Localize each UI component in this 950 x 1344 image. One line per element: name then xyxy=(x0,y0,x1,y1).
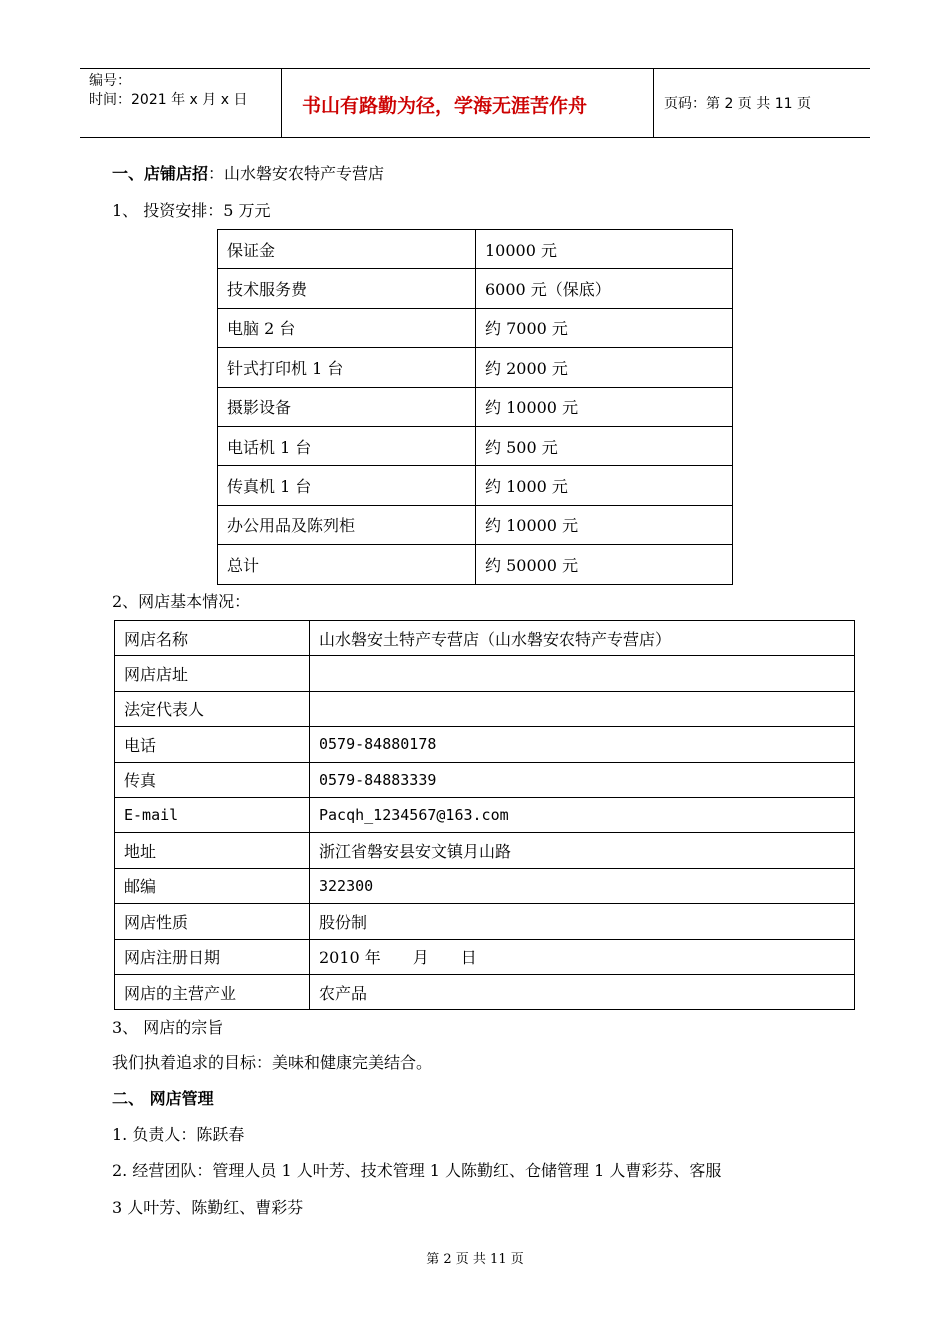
investment-item: 总计 xyxy=(218,545,476,584)
investment-row xyxy=(218,269,733,308)
investment-item: 保证金 xyxy=(218,230,476,269)
shop-info-row xyxy=(115,762,855,797)
header-page-info: 页码：第 2 页 共 11 页 xyxy=(664,96,811,112)
investment-heading: 1、 投资安排：5 万元 xyxy=(112,201,271,220)
investment-item: 针式打印机 1 台 xyxy=(218,348,476,387)
investment-amount: 约 500 元 xyxy=(476,426,733,465)
section1-title xyxy=(112,161,384,184)
purpose-text: 我们执着追求的目标：美味和健康完美结合。 xyxy=(112,1053,433,1072)
investment-amount: 约 10000 元 xyxy=(476,387,733,426)
investment-item: 摄影设备 xyxy=(218,387,476,426)
investment-row xyxy=(218,466,733,505)
section1-title-rest: ：山水磐安农特产专营店 xyxy=(208,164,385,183)
investment-row xyxy=(218,505,733,544)
investment-item: 技术服务费 xyxy=(218,269,476,308)
shop-info-row xyxy=(115,621,855,656)
shop-info-row xyxy=(115,904,855,939)
shop-info-label: 地址 xyxy=(115,833,310,868)
shop-info-value: 股份制 xyxy=(310,904,855,939)
team-line-2: 3 人叶芳、陈勤红、曹彩芬 xyxy=(112,1198,304,1217)
header-meta xyxy=(80,69,281,137)
page-footer: 第 2 页 共 11 页 xyxy=(426,1252,524,1267)
manager-line: 1. 负责人：陈跃春 xyxy=(112,1125,245,1144)
investment-amount: 约 7000 元 xyxy=(476,308,733,347)
investment-item: 办公用品及陈列柜 xyxy=(218,505,476,544)
investment-item: 电脑 2 台 xyxy=(218,308,476,347)
shop-info-row xyxy=(115,939,855,974)
shop-info-value: 农产品 xyxy=(310,974,855,1009)
section2-title: 二、 网店管理 xyxy=(112,1089,214,1108)
investment-amount: 约 50000 元 xyxy=(476,545,733,584)
shop-info-row xyxy=(115,727,855,762)
team-line-1: 2. 经营团队：管理人员 1 人叶芳、技术管理 1 人陈勤红、仓储管理 1 人曹彩芬、客服 xyxy=(112,1161,722,1180)
page-header xyxy=(80,68,870,138)
investment-amount: 约 1000 元 xyxy=(476,466,733,505)
investment-row xyxy=(218,387,733,426)
investment-amount: 6000 元（保底） xyxy=(476,269,733,308)
shop-info-value xyxy=(310,691,855,726)
investment-row xyxy=(218,308,733,347)
section1-title-bold: 一、店铺店招 xyxy=(112,164,209,183)
shop-info-heading: 2、网店基本情况： xyxy=(112,592,251,611)
shop-info-row xyxy=(115,868,855,903)
investment-row xyxy=(218,348,733,387)
shop-info-label: 网店名称 xyxy=(115,621,310,656)
investment-item: 传真机 1 台 xyxy=(218,466,476,505)
document-date: 时间：2021 年 x 月 x 日 xyxy=(89,92,248,108)
shop-info-label: 网店注册日期 xyxy=(115,939,310,974)
document-number-label: 编号： xyxy=(89,73,131,89)
shop-info-label: 网店店址 xyxy=(115,656,310,691)
shop-info-row xyxy=(115,656,855,691)
shop-info-value: 0579-84880178 xyxy=(310,727,855,762)
shop-info-label: 传真 xyxy=(115,762,310,797)
investment-amount: 10000 元 xyxy=(476,230,733,269)
shop-info-value: 2010 年 月 日 xyxy=(310,939,855,974)
shop-info-value xyxy=(310,656,855,691)
shop-info-value: Pacqh_1234567@163.com xyxy=(310,797,855,832)
shop-info-label: E-mail xyxy=(115,797,310,832)
investment-table xyxy=(217,229,733,585)
shop-info-value: 0579-84883339 xyxy=(310,762,855,797)
investment-row xyxy=(218,545,733,584)
header-motto: 书山有路勤为径，学海无涯苦作舟 xyxy=(302,95,588,117)
shop-info-value: 322300 xyxy=(310,868,855,903)
investment-amount: 约 10000 元 xyxy=(476,505,733,544)
shop-info-table xyxy=(114,620,855,1010)
shop-info-row xyxy=(115,691,855,726)
investment-row xyxy=(218,426,733,465)
shop-info-value: 山水磐安土特产专营店（山水磐安农特产专营店） xyxy=(310,621,855,656)
shop-info-label: 网店的主营产业 xyxy=(115,974,310,1009)
shop-info-label: 邮编 xyxy=(115,868,310,903)
shop-info-row xyxy=(115,974,855,1009)
investment-row xyxy=(218,230,733,269)
shop-info-row xyxy=(115,797,855,832)
investment-amount: 约 2000 元 xyxy=(476,348,733,387)
shop-info-row xyxy=(115,833,855,868)
investment-item: 电话机 1 台 xyxy=(218,426,476,465)
shop-info-value: 浙江省磐安县安文镇月山路 xyxy=(310,833,855,868)
shop-info-label: 电话 xyxy=(115,727,310,762)
purpose-heading: 3、 网店的宗旨 xyxy=(112,1018,224,1037)
header-motto-cell xyxy=(281,69,654,137)
shop-info-label: 网店性质 xyxy=(115,904,310,939)
shop-info-label: 法定代表人 xyxy=(115,691,310,726)
